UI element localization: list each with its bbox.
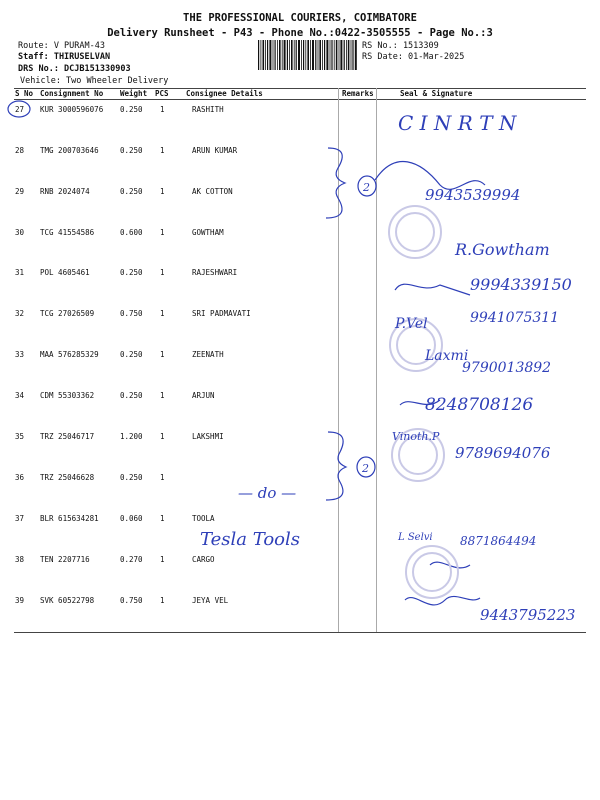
handwritten-name: R.Gowtham bbox=[455, 240, 550, 259]
row-consignee: JEYA VEL bbox=[192, 596, 229, 605]
row-pcs: 1 bbox=[160, 432, 165, 441]
row-consignment: TRZ 25046628 bbox=[40, 473, 95, 482]
handwritten-phone: 8248708126 bbox=[425, 395, 534, 415]
col-header-consignment: Consignment No bbox=[40, 89, 104, 98]
row-pcs: 1 bbox=[160, 268, 165, 277]
handwritten-brace-count: 2 bbox=[362, 462, 369, 475]
row-consignee: TOOLA bbox=[192, 514, 215, 523]
row-sno: 32 bbox=[15, 309, 25, 318]
col-header-consignee: Consignee Details bbox=[186, 89, 263, 98]
row-sno: 28 bbox=[15, 146, 25, 155]
row-pcs: 1 bbox=[160, 146, 165, 155]
rs-date: RS Date: 01-Mar-2025 bbox=[362, 52, 465, 62]
row-consignee: AK COTTON bbox=[192, 187, 233, 196]
rs-number: RS No.: 1513309 bbox=[362, 41, 439, 51]
row-consignment: CDM 55303362 bbox=[40, 391, 95, 400]
row-pcs: 1 bbox=[160, 596, 165, 605]
runsheet-subtitle: Delivery Runsheet - P43 - Phone No.:0422-3505555 - Page No.:3 bbox=[107, 27, 493, 39]
row-pcs: 1 bbox=[160, 187, 165, 196]
signature-scribble bbox=[395, 284, 470, 295]
brace-mark bbox=[326, 432, 346, 500]
route-info: Route: V PURAM-43 bbox=[18, 41, 105, 51]
handwritten-phone: 9790013892 bbox=[462, 360, 552, 376]
vehicle-info: Vehicle: Two Wheeler Delivery bbox=[20, 76, 169, 86]
row-consignment: TMG 200703646 bbox=[40, 146, 99, 155]
seal-stamp bbox=[397, 326, 435, 364]
handwritten-brace-count: 2 bbox=[363, 181, 370, 194]
handwritten-ditto: — do — bbox=[238, 484, 297, 502]
row-pcs: 1 bbox=[160, 473, 165, 482]
row-weight: 0.250 bbox=[120, 391, 143, 400]
row-sno: 31 bbox=[15, 268, 25, 277]
row-sno: 30 bbox=[15, 228, 25, 237]
signature-scribble bbox=[430, 562, 470, 568]
row-sno: 35 bbox=[15, 432, 25, 441]
row-sno: 34 bbox=[15, 391, 25, 400]
row-consignee: RAJESHWARI bbox=[192, 268, 238, 277]
signature-scribble bbox=[400, 400, 440, 405]
row-consignment: KUR 3000596076 bbox=[40, 105, 104, 114]
col-header-sno: S No bbox=[15, 89, 34, 98]
row-weight: 0.750 bbox=[120, 309, 143, 318]
circle-mark bbox=[358, 176, 376, 196]
row-consignee: ARUN KUMAR bbox=[192, 146, 238, 155]
col-header-remarks: Remarks bbox=[342, 89, 374, 98]
remarks-divider bbox=[338, 88, 339, 632]
row-consignment: MAA 576285329 bbox=[40, 350, 99, 359]
col-header-pcs: PCS bbox=[155, 89, 169, 98]
handwritten-name: Vinoth.P bbox=[392, 430, 440, 443]
row-weight: 0.250 bbox=[120, 268, 143, 277]
signature-scribble bbox=[405, 596, 480, 604]
row-consignment: TRZ 25046717 bbox=[40, 432, 95, 441]
row-weight: 1.200 bbox=[120, 432, 143, 441]
handwritten-name: P.Vel bbox=[395, 316, 428, 332]
row-sno: 27 bbox=[15, 105, 25, 114]
seal-stamp bbox=[390, 319, 442, 371]
row-consignee: RASHITH bbox=[192, 105, 224, 114]
row-sno: 38 bbox=[15, 555, 25, 564]
seal-stamp bbox=[413, 553, 451, 591]
row-pcs: 1 bbox=[160, 105, 165, 114]
handwritten-phone: 9789694076 bbox=[455, 444, 551, 462]
table-bottom-rule bbox=[14, 632, 586, 633]
seal-stamp bbox=[396, 213, 434, 251]
row-weight: 0.600 bbox=[120, 228, 143, 237]
signature-scribble bbox=[375, 161, 485, 189]
row-sno: 36 bbox=[15, 473, 25, 482]
row-consignee: ARJUN bbox=[192, 391, 215, 400]
circle-mark bbox=[357, 457, 375, 477]
row-weight: 0.060 bbox=[120, 514, 143, 523]
row-consignee: LAKSHMI bbox=[192, 432, 224, 441]
row-weight: 0.250 bbox=[120, 105, 143, 114]
row-pcs: 1 bbox=[160, 350, 165, 359]
col-header-weight: Weight bbox=[120, 89, 148, 98]
row-consignee: ZEENATH bbox=[192, 350, 224, 359]
row-pcs: 1 bbox=[160, 228, 165, 237]
row-consignment: RNB 2024074 bbox=[40, 187, 90, 196]
handwritten-phone: 9941075311 bbox=[470, 310, 560, 326]
row-sno: 37 bbox=[15, 514, 25, 523]
staff-info: Staff: THIRUSELVAN bbox=[18, 52, 111, 62]
row-weight: 0.250 bbox=[120, 187, 143, 196]
handwritten-phone: 9943539994 bbox=[425, 186, 521, 204]
row-weight: 0.250 bbox=[120, 146, 143, 155]
row-consignee: CARGO bbox=[192, 555, 215, 564]
row-pcs: 1 bbox=[160, 391, 165, 400]
row-sno: 29 bbox=[15, 187, 25, 196]
row-sno: 33 bbox=[15, 350, 25, 359]
signature-divider bbox=[376, 88, 377, 632]
row-weight: 0.750 bbox=[120, 596, 143, 605]
row-consignment: SVK 60522798 bbox=[40, 596, 95, 605]
row-weight: 0.250 bbox=[120, 350, 143, 359]
row-consignment: BLR 615634281 bbox=[40, 514, 99, 523]
handwritten-company: Tesla Tools bbox=[200, 529, 300, 550]
row-consignment: POL 4605461 bbox=[40, 268, 90, 277]
handwritten-name: Laxmi bbox=[425, 348, 469, 364]
row-consignment: TCG 41554586 bbox=[40, 228, 95, 237]
handwritten-phone: 9994339150 bbox=[470, 275, 572, 294]
barcode-image bbox=[258, 40, 358, 70]
row-consignment: TEN 2207716 bbox=[40, 555, 90, 564]
seal-stamp bbox=[392, 429, 444, 481]
document-title: THE PROFESSIONAL COURIERS, COIMBATORE bbox=[183, 12, 417, 24]
row-consignee: SRI PADMAVATI bbox=[192, 309, 251, 318]
handwritten-phone: 9443795223 bbox=[480, 606, 576, 624]
drs-info: DRS No.: DCJB151330903 bbox=[18, 64, 131, 74]
row-consignee: GOWTHAM bbox=[192, 228, 224, 237]
row-pcs: 1 bbox=[160, 309, 165, 318]
row-consignment: TCG 27026509 bbox=[40, 309, 95, 318]
handwritten-name: L Selvi bbox=[398, 532, 433, 543]
handwritten-c-in-rtn: C I N R T N bbox=[398, 111, 517, 135]
col-header-signature: Seal & Signature bbox=[400, 89, 473, 98]
table-header-rule bbox=[14, 99, 586, 100]
brace-mark bbox=[326, 148, 345, 218]
row-pcs: 1 bbox=[160, 555, 165, 564]
seal-stamp bbox=[406, 546, 458, 598]
seal-stamp bbox=[389, 206, 441, 258]
row-sno: 39 bbox=[15, 596, 25, 605]
seal-stamp bbox=[399, 436, 437, 474]
handwritten-phone: 8871864494 bbox=[460, 534, 537, 548]
row-weight: 0.270 bbox=[120, 555, 143, 564]
row-pcs: 1 bbox=[160, 514, 165, 523]
row-weight: 0.250 bbox=[120, 473, 143, 482]
